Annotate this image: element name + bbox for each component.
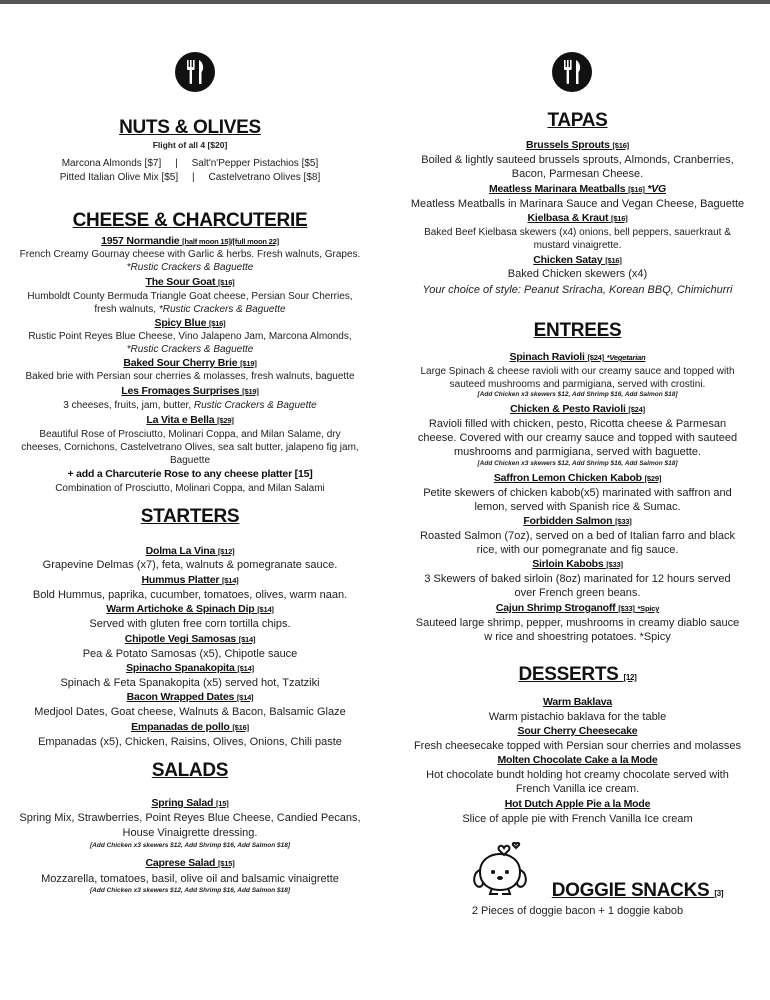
menu-item-name: Chipotle Vegi Samosas [$14]: [124, 633, 256, 645]
menu-item-desc: Petite skewers of chicken kabob(x5) marinated with saffron and: [423, 487, 732, 499]
menu-item-desc: Baked brie with Persian sour cherries & molasses, fresh walnuts, baguette: [25, 371, 355, 382]
nuts-subtitle: Flight of all 4 [$20]: [152, 140, 228, 150]
menu-item-name: Cajun Shrimp Stroganoff [$33] *Spicy: [495, 602, 660, 614]
menu-item-name: Forbidden Salmon [$33]: [523, 515, 632, 527]
menu-item-name: Bacon Wrapped Dates [$14]: [126, 691, 254, 703]
menu-item-desc: Spinach & Feta Spanakopita (x5) served hot, Tzatziki: [60, 677, 320, 689]
menu-item-desc: mustard vinaigrette.: [533, 240, 622, 251]
top-border: [0, 0, 770, 4]
menu-item-name: Spicy Blue [$16]: [154, 317, 226, 329]
menu-item-name: Spinach Ravioli [$24] *Vegetarian: [509, 351, 646, 363]
menu-item-name: 1957 Normandie [half moon 15]/[full moon 22]: [101, 235, 279, 247]
menu-item-desc: Humboldt County Bermuda Triangle Goat cheese, Persian Sour Cherries,: [27, 291, 353, 302]
menu-item-desc: mushrooms and parmigiana, served with baguette.: [453, 446, 702, 458]
menu-item-desc: Sauteed large shrimp, pepper, mushrooms in creamy diablo sauce: [415, 617, 740, 629]
doggie-title: DOGGIE SNACKS [3]: [551, 880, 724, 901]
menu-item-name: Baked Sour Cherry Brie [$19]: [123, 357, 257, 369]
charcuterie-rose: + add a Charcuterie Rose to any cheese platter [15]: [67, 468, 313, 480]
menu-item-desc: Large Spinach & cheese ravioli with our creamy sauce and topped with: [420, 366, 735, 377]
add-protein-note: [Add Chicken x3 skewers $12, Add Shrimp $16, Add Salmon $18]: [477, 391, 678, 398]
menu-item-desc: Spring Mix, Strawberries, Point Reyes Blue Cheese, Candied Pecans,: [19, 812, 361, 824]
menu-item-name: Sirloin Kabobs [$33]: [532, 558, 623, 570]
menu-item-desc: 3 cheeses, fruits, jam, butter, Rustic Crackers & Baguette: [63, 400, 317, 411]
menu-item-desc: Medjool Dates, Goat cheese, Walnuts & Bacon, Balsamic Glaze: [34, 706, 346, 718]
menu-item-desc: Bacon, Parmesan Cheese.: [511, 168, 644, 180]
menu-item-desc: cheese. Covered with our creamy sauce and topped with sauteed: [417, 432, 738, 444]
menu-item-name: Sour Cherry Cheesecake: [517, 725, 638, 737]
menu-item-desc: Empanadas (x5), Chicken, Raisins, Olives, Onions, Chili paste: [38, 736, 342, 748]
menu-item-note: Your choice of style: Peanut Sriracha, Korean BBQ, Chimichurri: [422, 284, 733, 296]
menu-item-desc: w rice and shoestring potatoes. *Spicy: [484, 631, 671, 643]
menu-item-desc: House Vinaigrette dressing.: [122, 827, 258, 839]
menu-item-desc: Baguette: [169, 455, 211, 466]
menu-item-desc: fresh walnuts, *Rustic Crackers & Baguette: [94, 304, 286, 315]
menu-item-desc: Rustic Point Reyes Blue Cheese, Vino Jalapeno Jam, Marcona Almonds,: [28, 331, 352, 342]
salads-title: SALADS: [151, 760, 229, 781]
menu-item-name: Warm Baklava: [543, 696, 612, 708]
nuts-row-1: Marcona Almonds [$7] | Salt'n'Pepper Pistachios [$5]: [61, 158, 319, 169]
fork-knife-icon: [552, 52, 592, 92]
menu-item-desc: cheeses, Cornichons, Castelvetrano Olives, sea salt butter, jalapeno fig jam,: [21, 442, 359, 453]
menu-item-desc: Roasted Salmon (7oz), served on a bed of Italian farro and black: [420, 530, 735, 542]
menu-item-name: Spinacho Spanakopita [$14]: [126, 662, 254, 674]
menu-item-name: Meatless Marinara Meatballs [$16] *VG: [488, 183, 667, 195]
fork-knife-icon: [175, 52, 215, 92]
menu-item-name: Chicken & Pesto Ravioli [$24]: [510, 403, 645, 415]
menu-item-desc: 3 Skewers of baked sirloin (8oz) marinated for 12 hours served: [424, 573, 731, 585]
menu-item-desc: Bold Hummus, paprika, cucumber, tomatoes, olives, warm naan.: [32, 589, 348, 601]
menu-item-name: Hummus Platter [$14]: [141, 574, 239, 586]
menu-item-desc: Baked Beef Kielbasa skewers (x4) onions, bell peppers, sauerkraut &: [424, 227, 731, 238]
menu-item-desc: over French green beans.: [514, 587, 641, 599]
menu-item-name: La Vita e Bella [$29]: [146, 414, 234, 426]
desserts-title: DESSERTS [12]: [518, 664, 637, 685]
tapas-title: TAPAS: [547, 110, 608, 131]
menu-item-desc: French Creamy Gournay cheese with Garlic & herbs. Fresh walnuts, Grapes.: [19, 249, 361, 260]
menu-item-desc: Warm pistachio baklava for the table: [488, 711, 667, 723]
menu-item-name: Chicken Satay [$16]: [533, 254, 622, 266]
menu-item-name: Brussels Sprouts [$16]: [526, 139, 629, 151]
add-protein-note: [Add Chicken x3 skewers $12, Add Shrimp $16, Add Salmon $18]: [477, 460, 678, 467]
menu-item-note: *Rustic Crackers & Baguette: [126, 344, 254, 355]
menu-item-desc: Hot chocolate bundt holding hot creamy chocolate served with: [426, 769, 729, 781]
add-protein-note: [Add Chicken x3 skewers $12, Add Shrimp $16, Add Salmon $18]: [89, 887, 290, 894]
menu-item-desc: Boiled & lightly sauteed brussels sprouts, Almonds, Cranberries,: [421, 154, 734, 166]
menu-item-name: The Sour Goat [$16]: [145, 276, 235, 288]
cheese-title: CHEESE & CHARCUTERIE: [72, 210, 308, 231]
menu-item-desc: Slice of apple pie with French Vanilla Ice cream: [462, 813, 693, 825]
menu-item-desc: Grapevine Delmas (x7), feta, walnuts & pomegranate sauce.: [42, 559, 338, 571]
nuts-row-2: Pitted Italian Olive Mix [$5] | Castelvetrano Olives [$8]: [59, 172, 321, 183]
menu-item-desc: Fresh cheesecake topped with Persian sour cherries and molasses: [413, 740, 742, 752]
menu-item-desc: lemon, served with Spanish rice & Sumac.: [474, 501, 681, 513]
menu-item-desc: Served with gluten free corn tortilla chips.: [89, 618, 291, 630]
menu-item-desc: Meatless Meatballs in Marinara Sauce and Vegan Cheese, Baguette: [410, 198, 745, 210]
menu-item-name: Empanadas de pollo [$16]: [131, 721, 249, 733]
add-protein-note: [Add Chicken x3 skewers $12, Add Shrimp $16, Add Salmon $18]: [89, 842, 290, 849]
menu-item-name: Les Fromages Surprises [$19]: [121, 385, 259, 397]
menu-item-name: Kielbasa & Kraut [$16]: [527, 212, 628, 224]
doggie-desc: 2 Pieces of doggie bacon + 1 doggie kabob: [471, 905, 684, 917]
menu-item-name: Hot Dutch Apple Pie a la Mode: [504, 798, 651, 810]
menu-item-name: Caprese Salad [$15]: [145, 857, 235, 869]
menu-item-name: Warm Artichoke & Spinach Dip [$14]: [106, 603, 274, 615]
menu-item-desc: sauteed mushrooms and parmigiana, served with crostini.: [449, 379, 706, 390]
menu-item-desc: Ravioli filled with chicken, pesto, Ricotta cheese & Parmesan: [428, 418, 727, 430]
menu-item-desc: Pea & Potato Samosas (x5), Chipotle sauce: [82, 648, 298, 660]
menu-item-desc: Mozzarella, tomatoes, basil, olive oil and balsamic vinaigrette: [41, 873, 339, 885]
menu-item-name: Spring Salad [15]: [151, 797, 229, 809]
charcuterie-rose-desc: Combination of Prosciutto, Molinari Coppa, and Milan Salami: [55, 483, 325, 494]
menu-item-name: Saffron Lemon Chicken Kabob [$29]: [493, 472, 662, 484]
menu-item-desc: Beautiful Rose of Prosciutto, Molinari Coppa, and Milan Salame, dry: [39, 429, 341, 440]
nuts-title: NUTS & OLIVES: [119, 117, 261, 138]
menu-item-desc: French Vanilla ice cream.: [515, 783, 640, 795]
menu-item-name: Molten Chocolate Cake a la Mode: [497, 754, 658, 766]
menu-item-desc: rice, with our pomegranate and fig sauce.: [476, 544, 679, 556]
menu-item-name: Dolma La Vina [$12]: [145, 545, 235, 557]
menu-item-desc: Baked Chicken skewers (x4): [507, 268, 648, 280]
menu-item-note: *Rustic Crackers & Baguette: [126, 262, 254, 273]
starters-title: STARTERS: [140, 506, 240, 527]
entrees-title: ENTREES: [533, 320, 622, 341]
